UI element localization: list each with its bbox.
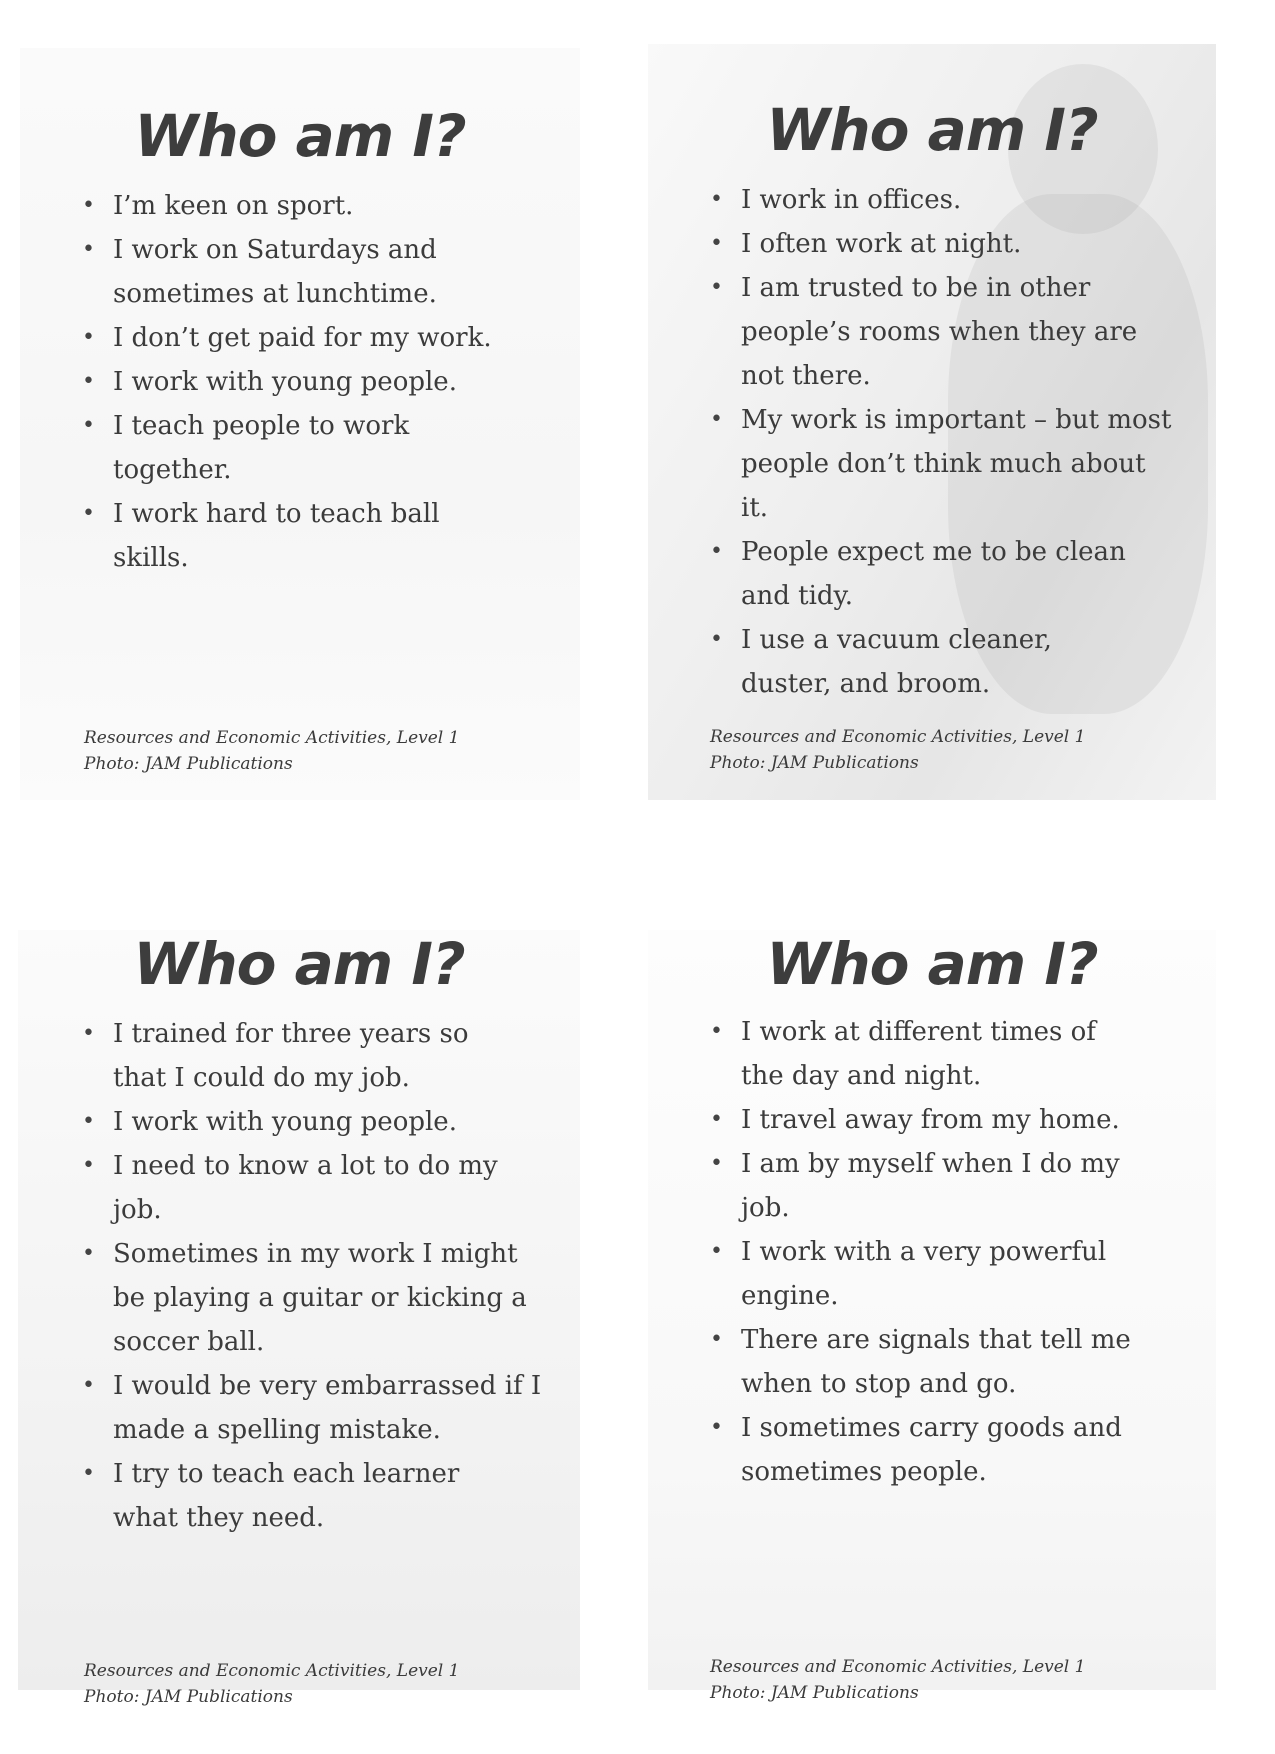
clue-item: • I work at different times of the day and night. bbox=[710, 1010, 1141, 1098]
bullet-icon: • bbox=[82, 1241, 95, 1266]
clue-item: • I work hard to teach ball skills. bbox=[82, 492, 483, 580]
clue-item: • I work with young people. bbox=[82, 360, 552, 404]
card-footer bbox=[84, 725, 459, 777]
who-am-i-card-3 bbox=[18, 930, 580, 1707]
card-title: Who am I? bbox=[766, 930, 1098, 998]
clue-item: • I am by myself when I do my job. bbox=[710, 1142, 1161, 1230]
bullet-icon: • bbox=[710, 1415, 723, 1440]
who-am-i-card-1 bbox=[20, 48, 580, 800]
clue-item: • My work is important – but most people don’t think much about it. bbox=[710, 398, 1180, 530]
photo-credit: Photo: JAM Publications bbox=[710, 753, 919, 773]
bullet-icon: • bbox=[82, 501, 95, 526]
clue-item: • I work on Saturdays and sometimes at lunchtime. bbox=[82, 228, 552, 316]
clue-item: • I travel away from my home. bbox=[710, 1098, 1190, 1142]
bullet-icon: • bbox=[82, 413, 95, 438]
clue-item: • I work with a very powerful engine. bbox=[710, 1230, 1151, 1318]
card-title: Who am I? bbox=[134, 102, 466, 170]
bullet-icon: • bbox=[710, 187, 723, 212]
card-footer bbox=[710, 724, 1085, 776]
clue-item: • I don’t get paid for my work. bbox=[82, 316, 552, 360]
clue-item: • I often work at night. bbox=[710, 222, 1180, 266]
source-credit: Resources and Economic Activities, Level 1 bbox=[710, 727, 1086, 747]
bullet-icon: • bbox=[710, 231, 723, 256]
bullet-icon: • bbox=[710, 627, 723, 652]
photo-credit: Photo: JAM Publications bbox=[84, 1687, 293, 1707]
bullet-icon: • bbox=[710, 1019, 723, 1044]
card-footer bbox=[84, 1658, 459, 1710]
clue-item: • People expect me to be clean and tidy. bbox=[710, 530, 1161, 618]
card-footer bbox=[710, 1654, 1085, 1706]
source-credit: Resources and Economic Activities, Level 1 bbox=[84, 1661, 460, 1681]
clue-list bbox=[82, 1012, 542, 1540]
bullet-icon: • bbox=[710, 1327, 723, 1352]
bullet-icon: • bbox=[82, 1373, 95, 1398]
clue-item: • I’m keen on sport. bbox=[82, 184, 552, 228]
bullet-icon: • bbox=[82, 1153, 95, 1178]
who-am-i-card-2 bbox=[648, 44, 1216, 800]
clue-item: • I would be very embarrassed if I made a spelling mistake. bbox=[82, 1364, 542, 1452]
clue-item: • I need to know a lot to do my job. bbox=[82, 1144, 542, 1232]
bullet-icon: • bbox=[710, 1239, 723, 1264]
clue-item: • I try to teach each learner what they need. bbox=[82, 1452, 513, 1540]
clue-item: • I sometimes carry goods and sometimes people. bbox=[710, 1406, 1161, 1494]
bullet-icon: • bbox=[82, 193, 95, 218]
bullet-icon: • bbox=[710, 539, 723, 564]
bullet-icon: • bbox=[710, 1151, 723, 1176]
source-credit: Resources and Economic Activities, Level 1 bbox=[710, 1657, 1086, 1677]
bullet-icon: • bbox=[710, 407, 723, 432]
bullet-icon: • bbox=[82, 1109, 95, 1134]
bullet-icon: • bbox=[82, 1461, 95, 1486]
clue-list bbox=[710, 178, 1180, 706]
clue-item: • Sometimes in my work I might be playing a guitar or kicking a soccer ball. bbox=[82, 1232, 533, 1364]
clue-item: • I trained for three years so that I could do my job. bbox=[82, 1012, 513, 1100]
clue-item: • I teach people to work together. bbox=[82, 404, 443, 492]
clue-list bbox=[82, 184, 552, 580]
bullet-icon: • bbox=[82, 325, 95, 350]
clue-list bbox=[710, 1010, 1190, 1494]
bullet-icon: • bbox=[82, 1021, 95, 1046]
bullet-icon: • bbox=[82, 369, 95, 394]
who-am-i-card-4 bbox=[648, 930, 1216, 1703]
card-title: Who am I? bbox=[766, 96, 1098, 164]
clue-item: • I am trusted to be in other people’s rooms when they are not there. bbox=[710, 266, 1180, 398]
source-credit: Resources and Economic Activities, Level 1 bbox=[84, 728, 460, 748]
clue-item: • I use a vacuum cleaner, duster, and broom. bbox=[710, 618, 1111, 706]
bullet-icon: • bbox=[82, 237, 95, 262]
clue-item: • I work in offices. bbox=[710, 178, 1180, 222]
clue-item: • I work with young people. bbox=[82, 1100, 542, 1144]
card-title: Who am I? bbox=[133, 930, 465, 998]
photo-credit: Photo: JAM Publications bbox=[84, 754, 293, 774]
photo-credit: Photo: JAM Publications bbox=[710, 1683, 919, 1703]
bullet-icon: • bbox=[710, 275, 723, 300]
bullet-icon: • bbox=[710, 1107, 723, 1132]
clue-item: • There are signals that tell me when to stop and go. bbox=[710, 1318, 1181, 1406]
